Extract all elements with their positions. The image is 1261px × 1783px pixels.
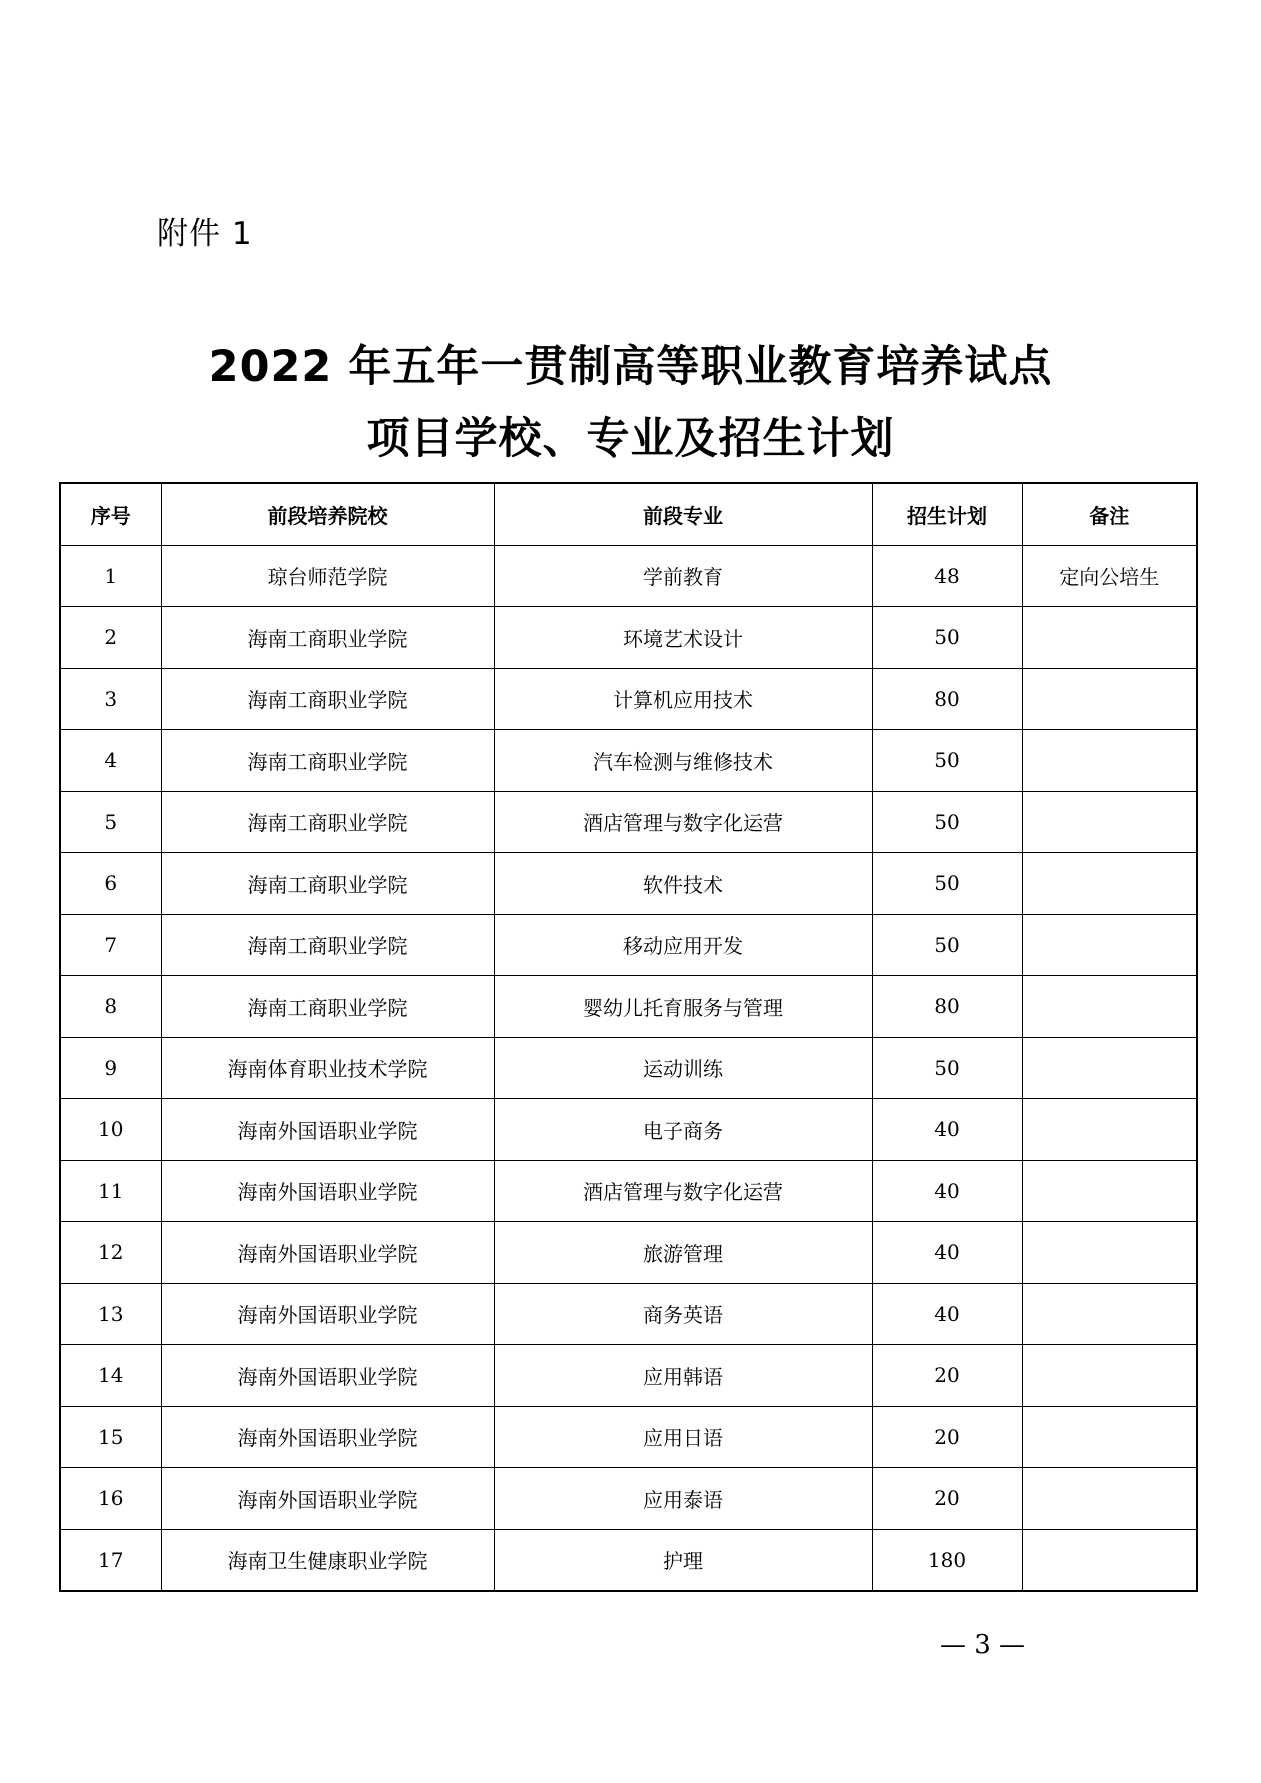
cell-school: 海南卫生健康职业学院 [161,1529,494,1591]
cell-remarks [1022,1345,1197,1407]
cell-index: 10 [60,1099,161,1161]
table-row [60,1468,1197,1530]
cell-enrollment: 50 [872,853,1022,915]
cell-school: 海南外国语职业学院 [161,1283,494,1345]
cell-remarks [1022,1160,1197,1222]
header-remarks: 备注 [1022,483,1197,545]
cell-major: 学前教育 [494,545,872,607]
cell-index: 9 [60,1037,161,1099]
table-row [60,914,1197,976]
table-row [60,976,1197,1038]
cell-index: 1 [60,545,161,607]
cell-index: 4 [60,730,161,792]
cell-index: 12 [60,1222,161,1284]
cell-school: 海南外国语职业学院 [161,1406,494,1468]
document-title-line-1: 2022 年五年一贯制高等职业教育培养试点 [208,342,1053,392]
cell-school: 海南外国语职业学院 [161,1160,494,1222]
table-row [60,668,1197,730]
cell-remarks [1022,1037,1197,1099]
cell-major: 汽车检测与维修技术 [494,730,872,792]
cell-remarks [1022,853,1197,915]
page-number [0,1630,1261,1660]
cell-school: 海南工商职业学院 [161,914,494,976]
cell-school: 海南外国语职业学院 [161,1468,494,1530]
table-header-row [60,483,1197,545]
table-row [60,545,1197,607]
table-row [60,1037,1197,1099]
header-enrollment: 招生计划 [872,483,1022,545]
cell-remarks [1022,1468,1197,1530]
cell-school: 海南工商职业学院 [161,607,494,669]
table-row [60,1345,1197,1407]
cell-enrollment: 50 [872,730,1022,792]
table-row [60,730,1197,792]
cell-remarks [1022,1529,1197,1591]
cell-remarks [1022,1099,1197,1161]
cell-remarks [1022,730,1197,792]
cell-school: 琼台师范学院 [161,545,494,607]
cell-index: 7 [60,914,161,976]
cell-remarks [1022,1406,1197,1468]
table-row [60,1283,1197,1345]
cell-index: 5 [60,791,161,853]
table-row [60,1099,1197,1161]
cell-enrollment: 20 [872,1345,1022,1407]
cell-enrollment: 40 [872,1160,1022,1222]
cell-enrollment: 48 [872,545,1022,607]
table-row [60,1222,1197,1284]
cell-school: 海南工商职业学院 [161,668,494,730]
cell-enrollment: 40 [872,1222,1022,1284]
cell-major: 酒店管理与数字化运营 [494,791,872,853]
cell-major: 婴幼儿托育服务与管理 [494,976,872,1038]
cell-index: 2 [60,607,161,669]
cell-index: 17 [60,1529,161,1591]
table-row [60,1160,1197,1222]
table-row [60,607,1197,669]
cell-remarks [1022,976,1197,1038]
cell-major: 护理 [494,1529,872,1591]
cell-enrollment: 180 [872,1529,1022,1591]
header-school: 前段培养院校 [161,483,494,545]
cell-school: 海南工商职业学院 [161,730,494,792]
cell-enrollment: 50 [872,1037,1022,1099]
enrollment-plan-table [59,482,1198,1592]
cell-school: 海南工商职业学院 [161,791,494,853]
cell-school: 海南体育职业技术学院 [161,1037,494,1099]
table-row [60,791,1197,853]
cell-enrollment: 50 [872,791,1022,853]
cell-enrollment: 50 [872,914,1022,976]
cell-major: 应用泰语 [494,1468,872,1530]
cell-school: 海南工商职业学院 [161,853,494,915]
page-number-text: — 3 — [939,1630,1026,1660]
document-title-line-2: 项目学校、专业及招生计划 [366,414,895,464]
cell-school: 海南外国语职业学院 [161,1099,494,1161]
table-row [60,1529,1197,1591]
cell-major: 软件技术 [494,853,872,915]
cell-enrollment: 20 [872,1468,1022,1530]
cell-major: 计算机应用技术 [494,668,872,730]
cell-major: 应用日语 [494,1406,872,1468]
cell-remarks [1022,914,1197,976]
cell-major: 电子商务 [494,1099,872,1161]
cell-school: 海南外国语职业学院 [161,1345,494,1407]
cell-index: 3 [60,668,161,730]
table-row [60,853,1197,915]
cell-enrollment: 40 [872,1099,1022,1161]
cell-major: 酒店管理与数字化运营 [494,1160,872,1222]
cell-major: 商务英语 [494,1283,872,1345]
cell-enrollment: 50 [872,607,1022,669]
cell-major: 运动训练 [494,1037,872,1099]
cell-enrollment: 80 [872,976,1022,1038]
cell-enrollment: 20 [872,1406,1022,1468]
cell-enrollment: 40 [872,1283,1022,1345]
cell-index: 16 [60,1468,161,1530]
cell-major: 环境艺术设计 [494,607,872,669]
header-major: 前段专业 [494,483,872,545]
cell-index: 13 [60,1283,161,1345]
cell-major: 应用韩语 [494,1345,872,1407]
table-body [60,545,1197,1591]
cell-major: 旅游管理 [494,1222,872,1284]
cell-major: 移动应用开发 [494,914,872,976]
cell-index: 11 [60,1160,161,1222]
table-row [60,1406,1197,1468]
cell-remarks [1022,791,1197,853]
cell-school: 海南外国语职业学院 [161,1222,494,1284]
attachment-label: 附件 1 [157,216,253,252]
cell-index: 14 [60,1345,161,1407]
cell-school: 海南工商职业学院 [161,976,494,1038]
cell-index: 8 [60,976,161,1038]
header-index: 序号 [60,483,161,545]
cell-remarks: 定向公培生 [1022,545,1197,607]
cell-enrollment: 80 [872,668,1022,730]
cell-remarks [1022,1222,1197,1284]
cell-remarks [1022,668,1197,730]
cell-index: 6 [60,853,161,915]
cell-index: 15 [60,1406,161,1468]
cell-remarks [1022,607,1197,669]
cell-remarks [1022,1283,1197,1345]
